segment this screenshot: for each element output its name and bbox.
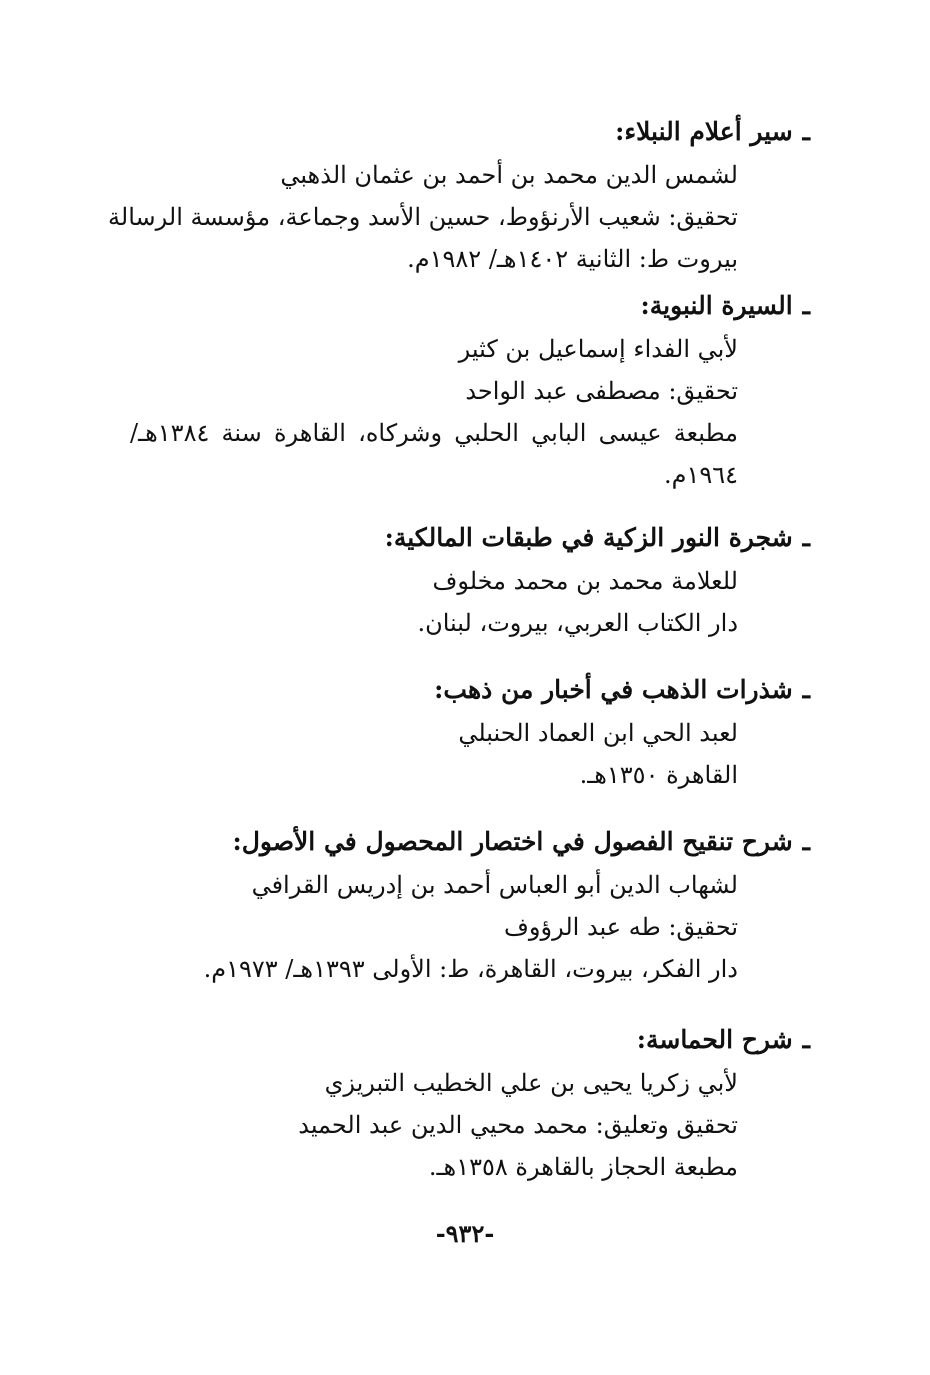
- entry-line: دار الفكر، بيروت، القاهرة، ط: الأولى ١٣٩٣هـ/ ١٩٧٣م.: [203, 955, 738, 983]
- entry-line: للعلامة محمد بن محمد مخلوف: [432, 567, 738, 595]
- entry-title-text: شرح تنقيح الفصول في اختصار المحصول في الأصول:: [232, 827, 793, 856]
- entry-dash: ـ: [802, 291, 810, 320]
- entry-line: لعبد الحي ابن العماد الحنبلي: [458, 719, 738, 747]
- entry-title-text: السيرة النبوية:: [640, 291, 793, 320]
- bibliography-entry: [130, 668, 810, 796]
- entry-title: [130, 516, 810, 560]
- entry-title-text: سير أعلام النبلاء:: [615, 117, 793, 146]
- entry-line: لأبي زكريا يحيى بن علي الخطيب التبريزي: [324, 1069, 738, 1097]
- entry-line: مطبعة عيسى البابي الحلبي وشركاه، القاهرة سنة ١٣٨٤هـ/: [130, 419, 738, 447]
- entry-line: ١٩٦٤م.: [663, 461, 738, 489]
- entry-dash: ـ: [802, 827, 810, 856]
- entry-title: [130, 284, 810, 328]
- entry-line: تحقيق: شعيب الأرنؤوط، حسين الأسد وجماعة، مؤسسة الرسالة: [108, 203, 738, 231]
- entry-line: لشمس الدين محمد بن أحمد بن عثمان الذهبي: [280, 161, 738, 189]
- entry-line: تحقيق: مصطفى عبد الواحد: [465, 377, 738, 405]
- bibliography-entry: [130, 284, 810, 496]
- entry-line: القاهرة ١٣٥٠هـ.: [579, 761, 738, 789]
- bibliography-entry: [130, 516, 810, 644]
- bibliography-entry: [130, 1018, 810, 1188]
- entry-dash: ـ: [802, 523, 810, 552]
- page-number: -٩٣٢-: [435, 1219, 495, 1248]
- entry-line: دار الكتاب العربي، بيروت، لبنان.: [417, 609, 738, 637]
- bibliography-entry: [108, 110, 810, 280]
- entry-line: تحقيق: طه عبد الرؤوف: [504, 913, 738, 941]
- entry-title-text: شجرة النور الزكية في طبقات المالكية:: [384, 523, 793, 552]
- entry-dash: ـ: [802, 117, 810, 146]
- entry-line: لأبي الفداء إسماعيل بن كثير: [458, 335, 738, 363]
- entry-title: [130, 110, 810, 154]
- bibliography-entry: [130, 820, 810, 990]
- entry-title: [130, 668, 810, 712]
- entry-line: مطبعة الحجاز بالقاهرة ١٣٥٨هـ.: [428, 1153, 738, 1181]
- entry-dash: ـ: [802, 1025, 810, 1054]
- entry-title: [130, 1018, 810, 1062]
- entry-title: [130, 820, 810, 864]
- entry-dash: ـ: [802, 675, 810, 704]
- entry-line: لشهاب الدين أبو العباس أحمد بن إدريس القرافي: [251, 871, 738, 899]
- entry-title-text: شرح الحماسة:: [636, 1025, 793, 1054]
- entry-line: تحقيق وتعليق: محمد محيي الدين عبد الحميد: [298, 1111, 738, 1139]
- entry-title-text: شذرات الذهب في أخبار من ذهب:: [434, 675, 793, 704]
- entry-line: بيروت ط: الثانية ١٤٠٢هـ/ ١٩٨٢م.: [407, 245, 738, 273]
